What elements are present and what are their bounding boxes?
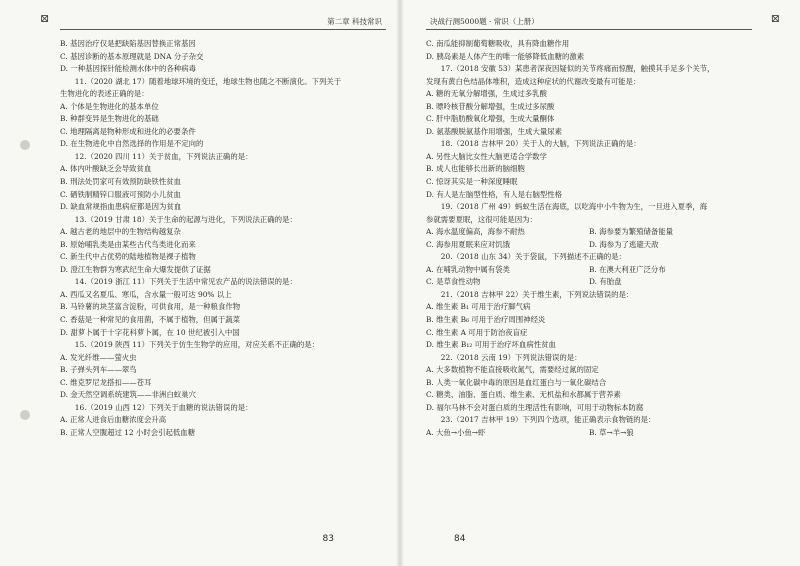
question-text: 发现有黄白色结晶体堆积，造成这种症状的代谢改变最有可能是：: [426, 76, 641, 86]
answer-option: B. 刑法处罚家可有效预防缺铁性贫血: [60, 177, 181, 187]
registration-mark-icon: ⊠: [40, 12, 50, 25]
answer-option: A. 大鱼→小鱼→虾: [426, 427, 486, 437]
answer-option: D. 氨基酸脱氨基作用增强，生成大量尿素: [426, 126, 563, 136]
running-header: [426, 0, 752, 30]
answer-option: D. 有人是左脑型性格，有人是右脑型性格: [426, 189, 563, 199]
page-number: 83: [322, 534, 334, 544]
chapter-title: 第二章 科技常识: [323, 17, 386, 26]
question-text: 16.（2019 山西 12）下列关于血糖的说法错误的是：: [74, 402, 253, 412]
answer-option: B. 嘌呤核苷酸分解增强，生成过多尿酸: [426, 101, 555, 111]
question-text: 20.（2018 山东 34）关于袋鼠，下列描述不正确的是：: [440, 252, 626, 262]
answer-option: A. 海水温度偏高，海参不耐热: [426, 227, 525, 237]
answer-option: B. 子弹头列车——翠鸟: [60, 365, 137, 375]
question-text: 11.（2020 湖北 17）随着地球环境的变迁，地球生物也随之不断演化。下列关于: [74, 76, 342, 86]
answer-option: D. 海参为了逃避天敌: [589, 239, 659, 249]
answer-option: D. 维生素 B₁₂ 可用于治疗坏血病性贫血: [426, 340, 556, 350]
answer-option: C. 海参用夏眠来应对饥饿: [426, 239, 510, 249]
answer-option: B. 正常人空腹超过 12 小时会引起低血糖: [60, 427, 196, 437]
answer-option: C. 肝中脂肪酸氧化增强，生成大量酮体: [426, 114, 555, 124]
answer-option: D. 在生物进化中自然选择的作用是不定向的: [60, 139, 204, 149]
answer-option: B. 基因治疗仅是把缺陷基因替换正常基因: [60, 39, 196, 48]
answer-option: A. 糖的无氧分解增强，生成过多乳酸: [426, 89, 547, 99]
question-list: [60, 38, 386, 440]
answer-option: C. 维生素 A 可用于防治夜盲症: [426, 327, 528, 337]
question-text: 参就需要夏眠，这很可能是因为：: [426, 214, 537, 224]
option-row: [426, 276, 752, 289]
answer-option: A. 在哺乳动物中属有袋类: [426, 264, 510, 274]
answer-option: D. 金天然空调系统建筑——非洲白蚁巢穴: [60, 390, 197, 400]
page-number: 84: [454, 534, 466, 544]
answer-option: D. 缺血常规指血患病症都是因为贫血: [60, 202, 182, 212]
option-row: [426, 226, 752, 239]
answer-option: A. 体内叶酸缺乏会导致贫血: [60, 164, 152, 174]
answer-option: B. 海参要为繁殖储备能量: [589, 227, 674, 237]
question-text: 17.（2018 安徽 53）某患者深夜因疑似的关节疼痛而惊醒，触摸其手足多个关节，: [440, 64, 715, 74]
answer-option: B. 马铃薯的块茎富含淀粉，可供食用，是一种粮食作物: [60, 302, 241, 312]
answer-option: B. 在澳大利亚广泛分布: [589, 264, 666, 274]
registration-mark-icon: ⊠: [770, 12, 780, 25]
question-text: 23.（2017 吉林甲 19）下列四个选项，能正确表示食物链的是：: [440, 415, 656, 425]
question-text: 13.（2019 甘肃 18）关于生命的起源与进化，下列说法正确的是：: [74, 214, 297, 224]
answer-option: A. 另性大脑比女性大脑更适合学数学: [426, 151, 547, 161]
answer-option: D. 胰岛素是人体产生的唯一能够降低血糖的激素: [426, 51, 585, 61]
answer-option: D. 福尔马林不会对蛋白质的生理活性有影响，可用于动物标本防腐: [426, 402, 644, 412]
answer-option: C. 硒铁制精锌口服液可预防小儿贫血: [60, 189, 181, 199]
answer-option: D. 一种基因探针能检测水体中的各种病毒: [60, 64, 197, 74]
answer-option: B. 原始哺乳类是由某些古代鸟类进化而来: [60, 239, 196, 249]
answer-option: C. 维克罗尼龙搭扣——苍耳: [60, 377, 152, 387]
question-text: 15.（2019 陕西 11）下列关于仿生生物学的应用，对应关系不正确的是：: [74, 340, 320, 350]
answer-option: B. 成人也能够长出新的脑细胞: [426, 164, 525, 174]
answer-option: A. 大多数植物不能直接吸收氮气，需要经过氮的固定: [426, 365, 599, 375]
answer-option: B. 人类一氧化碳中毒的原因是血红蛋白与一氧化碳结合: [426, 377, 607, 387]
answer-option: C. 香菇是一种常见的食用菌，不属于植物，但属于蔬菜: [60, 315, 241, 325]
book-title: 决战行测5000题 · 常识（上册）: [426, 17, 543, 26]
answer-option: B. 维生素 B₆ 可用于治疗周围神经炎: [426, 315, 546, 325]
answer-option: D. 澄江生物群为寒武纪生命大爆发提供了证据: [60, 264, 211, 274]
answer-option: C. 基因诊断的基本原理就是 DNA 分子杂交: [60, 51, 204, 61]
answer-option: C. 是草食性动物: [426, 277, 481, 287]
question-list: [426, 38, 752, 440]
question-text: 生物进化的表述正确的是：: [60, 89, 149, 99]
answer-option: C. 糖类、油脂、蛋白质、维生素、无机盐和水都属于营养素: [426, 390, 621, 400]
answer-option: B. 草→羊→狼: [589, 427, 634, 437]
question-text: 12.（2020 四川 11）关于贫血，下列说法正确的是：: [74, 151, 253, 161]
option-row: [426, 264, 752, 277]
question-text: 22.（2018 云南 19）下列说法错误的是：: [440, 352, 582, 362]
answer-option: D. 甜萝卜属于十字花科萝卜属，在 10 世纪被引入中国: [60, 327, 240, 337]
option-row: [426, 239, 752, 252]
option-row: [426, 427, 752, 440]
answer-option: A. 维生素 B₁ 可用于治疗脚气病: [426, 302, 531, 312]
question-text: 18.（2018 吉林甲 20）关于人的大脑，下列说法正确的是：: [440, 139, 641, 149]
answer-option: D. 有胎盘: [589, 277, 622, 287]
answer-option: A. 发光纤维——萤火虫: [60, 352, 137, 362]
answer-option: A. 个体是生物进化的基本单位: [60, 101, 159, 111]
answer-option: A. 越古老的地层中的生物结构越复杂: [60, 227, 181, 237]
answer-option: A. 正常人进食后血糖浓度会升高: [60, 415, 167, 425]
answer-option: B. 种群变异是生物进化的基础: [60, 114, 159, 124]
question-text: 21.（2018 吉林甲 22）关于维生素，下列说法错误的是：: [440, 289, 634, 299]
answer-option: A. 西瓜又名夏瓜、寒瓜，含水量一般可达 90% 以上: [60, 289, 232, 299]
running-header: [60, 0, 386, 30]
question-text: 19.（2018 广州 49）蚂蚁生活在海底，以吃海中小牛物为生，一旦进入夏季，海: [440, 202, 708, 212]
answer-option: C. 新生代中占优势的陆地植物是裸子植物: [60, 252, 196, 262]
question-text: 14.（2019 浙江 11）下列关于生活中常见农产品的说法错误的是：: [74, 277, 297, 287]
answer-option: C. 地理隔离是物种形成和进化的必要条件: [60, 126, 196, 136]
answer-option: C. 南瓜能抑制葡萄糖吸收，具有降血糖作用: [426, 39, 570, 48]
answer-option: C. 惊讶其实是一种深度睡眠: [426, 177, 518, 187]
right-page: [400, 0, 800, 566]
